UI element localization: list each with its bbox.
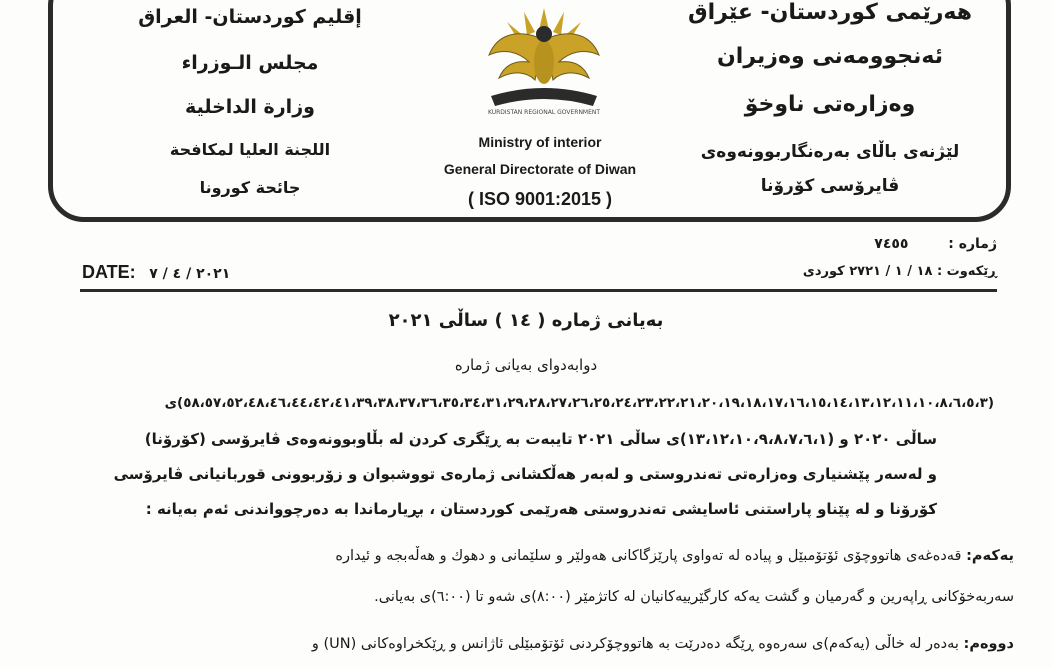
ministry-english: Ministry of interior bbox=[478, 134, 602, 150]
arabic-region-line: إقليم كوردستان- العراق bbox=[138, 6, 362, 28]
number-value: ٧٤٥٥ bbox=[874, 236, 909, 252]
second-point-line bbox=[312, 636, 1014, 652]
previous-statements-list: (٥٨،٥٧،٥٢،٤٨،٤٦،٤٤،٤٢،٤١،٣٩،٣٨،٣٧،٣٦،٣٥،٣٤،٣١،٢٩،٢٨،٢٧،٢٦،٢٥،٢٤،٢٣،٢٢،٢١،٢٠،١٩،١٨،١٧،١٦،١٥،١٤،١٣،١٢،١١،١٠،٨،٦،٥،٣)ی bbox=[164, 395, 994, 411]
document-subtitle: دوابەدوای بەیانی ژمارە bbox=[454, 356, 598, 374]
document-number bbox=[874, 236, 997, 252]
first-point-text-1: قەدەغەی هاتووچۆی ئۆتۆمبێل و پیادە لە تەواوی پارێزگاکانی هەولێر و سلێمانی و دهوك و هەڵەبجە و ئیدارە bbox=[335, 548, 962, 564]
first-point-label: یەکەم: bbox=[966, 548, 1014, 564]
second-point-label: دووەم: bbox=[963, 636, 1014, 652]
kurdish-virus-line: ڤایرۆسی کۆرۆنا bbox=[760, 176, 900, 196]
kurdish-region-line: هەرێمی کوردستان- عێراق bbox=[687, 0, 973, 25]
second-point-text: بەدەر لە خاڵی (یەکەم)ی سەرەوە ڕێگە دەدرێت بە هاتووچۆکردنی ئۆتۆمبێلی ئاژانس و ڕێکخراوەکانی (UN) و bbox=[311, 636, 959, 652]
english-date bbox=[82, 262, 230, 283]
iso-certification: ( ISO 9001:2015 ) bbox=[467, 189, 613, 209]
header-divider bbox=[80, 289, 997, 292]
kurdish-committee-line: لێژنەی باڵای بەرەنگاربوونەوەی bbox=[700, 142, 960, 162]
number-label: ژمارە : bbox=[948, 236, 997, 252]
intro-line-3: کۆرۆنا و لە پێناو پاراستنی ئاسایشی تەندروستی هەرێمی کوردستان ، بڕیارماندا بە دەرچوواندنی ئەم بەیانە : bbox=[145, 500, 937, 518]
arabic-pandemic-line: جائحة كورونا bbox=[199, 178, 301, 197]
date-en-label: DATE: bbox=[82, 262, 136, 282]
svg-text:KURDISTAN REGIONAL GOVERNMENT: KURDISTAN REGIONAL GOVERNMENT bbox=[487, 109, 601, 116]
date-en-value: ٢٠٢١ / ٤ / ٧ bbox=[149, 266, 231, 282]
intro-line-2: و لەسەر پێشنیاری وەزارەتی تەندروستی و لەبەر هەڵکشانی ژمارەی تووشبوان و زۆربوونی قوربانیانی ڤایرۆسی bbox=[113, 465, 937, 483]
date-label: ڕێکەوت : bbox=[936, 264, 997, 279]
intro-line-1: ساڵی ٢٠٢٠ و (١٣،١٢،١٠،٩،٨،٧،٦،١)ی ساڵی ٢٠٢١ تایبەت بە ڕێگری کردن لە بڵاوبوونەوەی ڤایرۆسی (کۆرۆنا) bbox=[144, 430, 937, 448]
arabic-council-line: مجلس الـوزراء bbox=[181, 52, 319, 74]
kurdish-council-line: ئەنجوومەنی وەزیران bbox=[717, 44, 943, 69]
krg-emblem-icon bbox=[469, 0, 619, 118]
arabic-committee-line: اللجنة العليا لمكافحة bbox=[169, 140, 331, 159]
first-point-line-2: سەربەخۆکانی ڕاپەرین و گەرمیان و گشت یەکە کارگێرییەکانیان لە کاتژمێر (٨:٠٠)ی شەو تا (٦:٠٠)ی بەیانی. bbox=[374, 589, 1014, 605]
kurdish-date bbox=[803, 264, 997, 279]
first-point-line-1 bbox=[335, 548, 1014, 564]
arabic-ministry-line: وزارة الداخلية bbox=[185, 96, 315, 118]
kurdish-ministry-line: وەزارەتی ناوخۆ bbox=[744, 92, 916, 117]
date-value: ١٨ / ١ / ٢٧٢١ کوردی bbox=[802, 264, 933, 279]
directorate-english: General Directorate of Diwan bbox=[443, 161, 637, 177]
document-title: بەیانی ژمارە ( ١٤ ) ساڵی ٢٠٢١ bbox=[388, 310, 664, 331]
